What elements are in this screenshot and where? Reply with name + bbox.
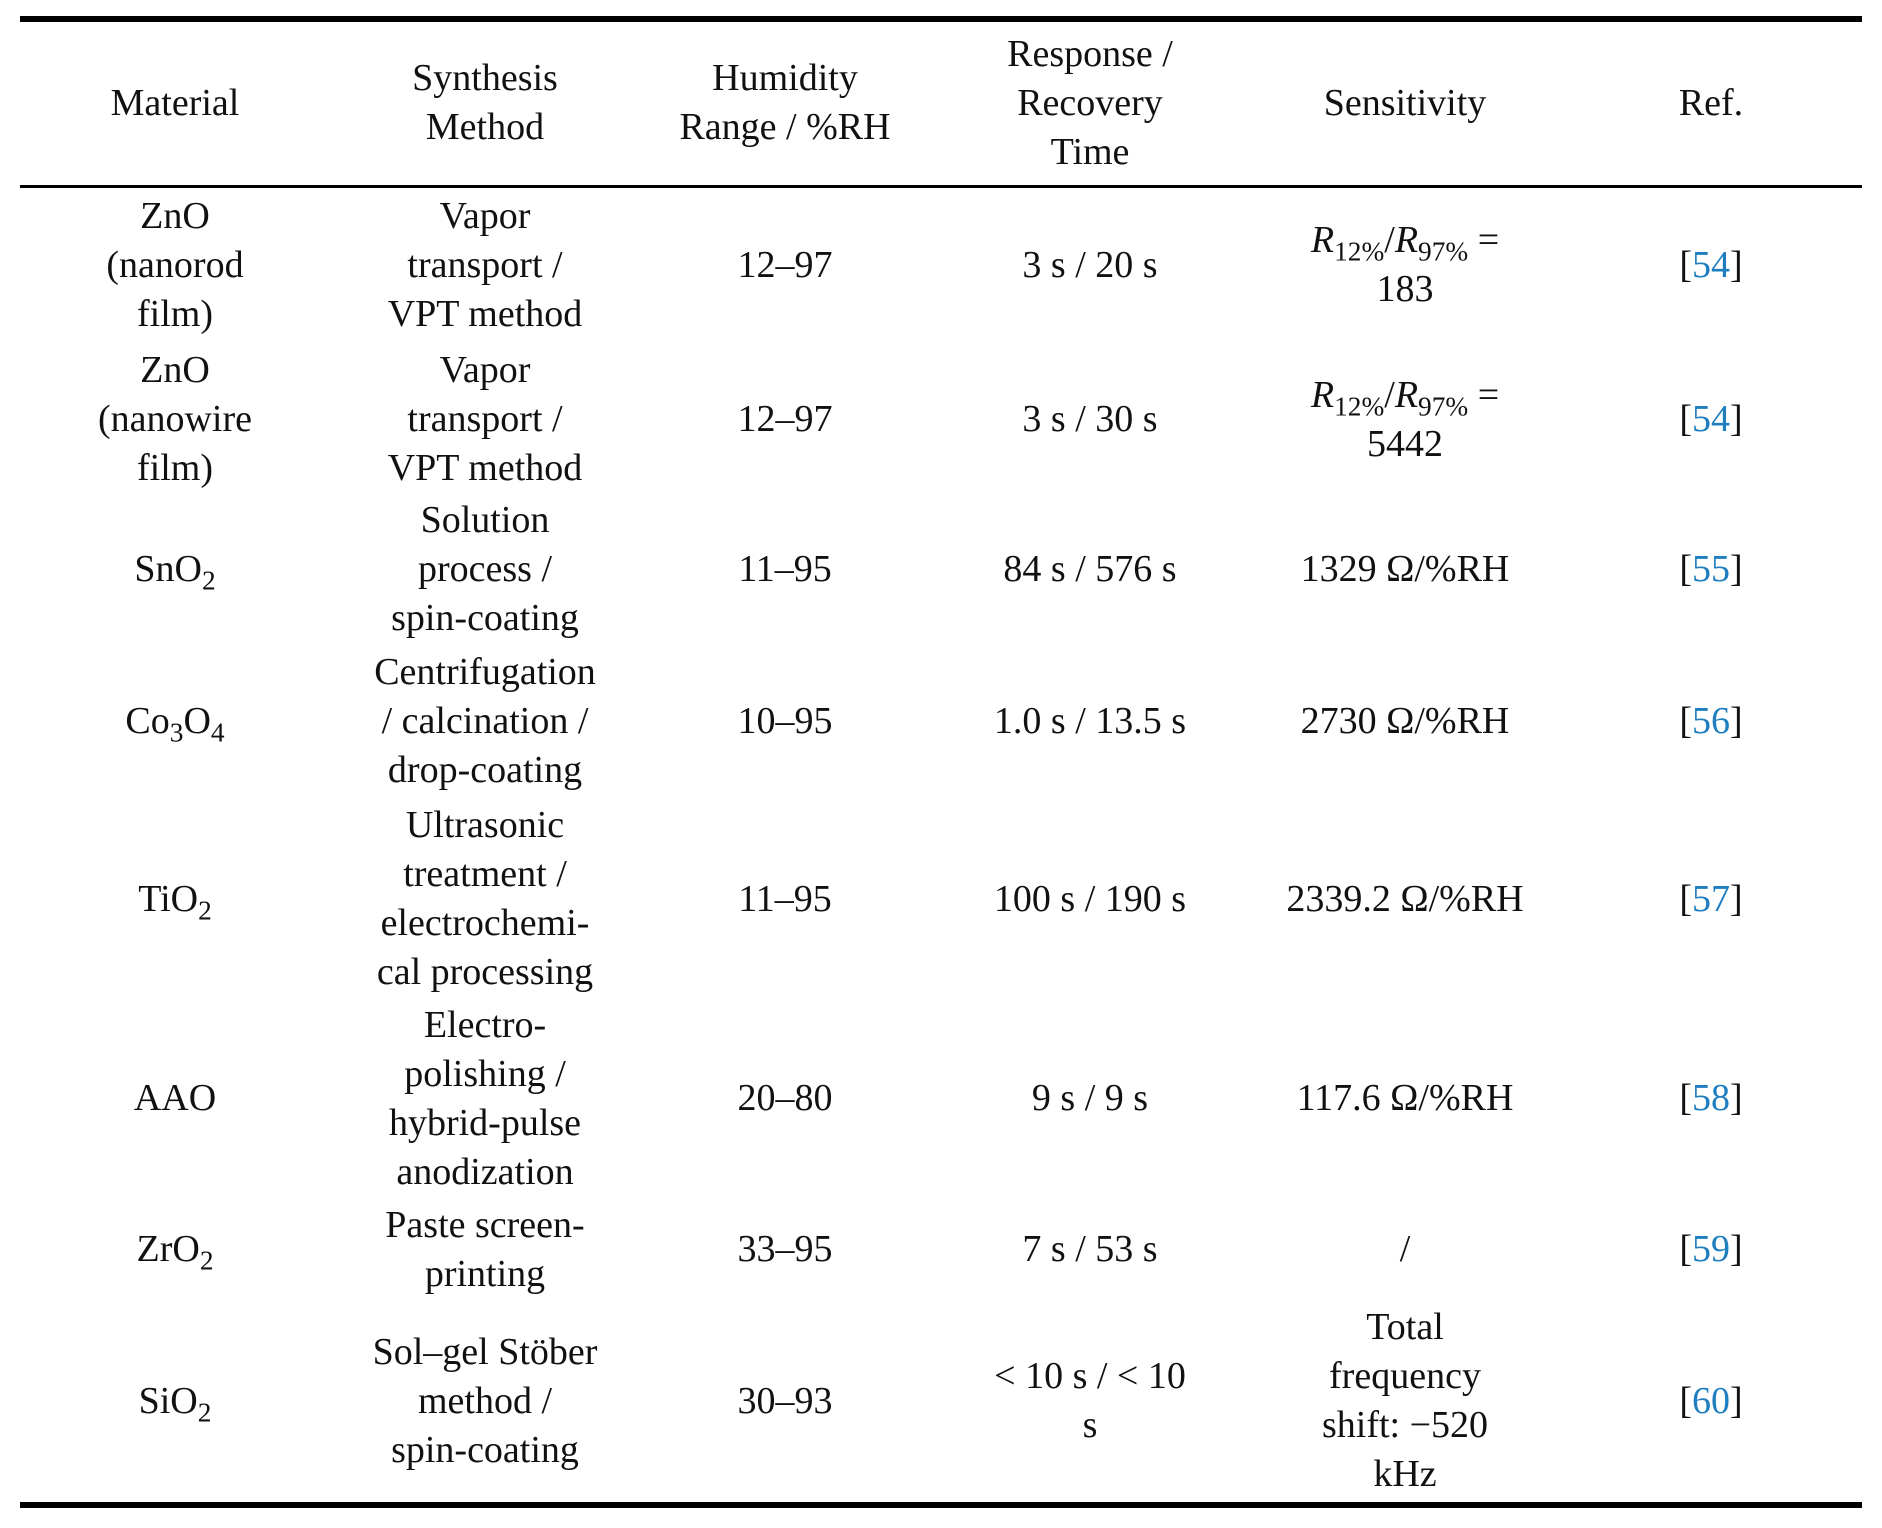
cell-synthesis-method — [330, 998, 640, 1199]
cell-line: film) — [137, 447, 213, 489]
citation-link[interactable]: 58 — [1692, 1077, 1730, 1119]
citation-link[interactable]: 54 — [1692, 398, 1730, 440]
cell-line: spin-coating — [391, 597, 579, 639]
cell-humidity-range — [640, 496, 930, 643]
cell-ref — [1560, 1300, 1862, 1505]
cell-response-recovery-time — [930, 1300, 1250, 1505]
cell-line: 20–80 — [737, 1077, 833, 1119]
cell-sensitivity — [1250, 343, 1560, 496]
cell-sensitivity — [1250, 1199, 1560, 1300]
cell-line: Range / %RH — [679, 106, 891, 149]
subscript: 2 — [199, 1245, 214, 1276]
cell-ref — [1560, 343, 1862, 496]
cell-line: hybrid-pulse — [388, 1101, 582, 1144]
column-header-response-recovery-time — [930, 19, 1250, 186]
cell-line: 84 s / 576 s — [1003, 548, 1177, 590]
cell-line: ZnO — [140, 349, 210, 391]
cell-response-recovery-time — [930, 343, 1250, 496]
cell-line: $R_{12\%}/R_{97\%}$ = — [1310, 219, 1500, 267]
column-header-sensitivity — [1250, 19, 1560, 186]
cell-synthesis-method — [330, 496, 640, 643]
cell-response-recovery-time — [930, 186, 1250, 343]
cell-line: anodization — [396, 1150, 574, 1193]
cell-ref — [1560, 998, 1862, 1199]
cell-line: < 10 s / < 10 — [994, 1355, 1186, 1397]
cell-line: (nanorod — [106, 243, 244, 286]
cell-line: 7 s / 53 s — [1022, 1228, 1158, 1270]
cell-response-recovery-time — [930, 643, 1250, 800]
cell-line: 2730 Ω/%RH — [1300, 700, 1510, 742]
cell-ref — [1560, 1199, 1862, 1300]
cell-material — [20, 343, 330, 496]
cell-line: 1329 Ω/%RH — [1300, 548, 1510, 590]
cell-line: Centrifugation — [374, 651, 596, 693]
cell-line: 5442 — [1367, 422, 1443, 465]
cell-line: ZnO — [140, 194, 210, 237]
subscript: 3 — [169, 717, 184, 748]
cell-line: Sol–gel Stöber — [372, 1330, 598, 1373]
cell-line: Vapor — [439, 194, 531, 237]
cell-line: Ultrasonic — [405, 804, 565, 846]
cell-line: [60] — [1679, 1379, 1743, 1422]
cell-humidity-range — [640, 1199, 930, 1300]
cell-line: [58] — [1679, 1077, 1743, 1119]
cell-line: $R_{12\%}/R_{97\%}$ = — [1310, 373, 1500, 422]
cell-line: 3 s / 30 s — [1022, 398, 1158, 440]
citation-link[interactable]: 54 — [1692, 243, 1730, 286]
column-header-ref — [1560, 19, 1862, 186]
cell-line: transport / — [407, 398, 563, 440]
cell-line: 1.0 s / 13.5 s — [993, 700, 1187, 742]
subscript: 2 — [197, 1397, 212, 1428]
cell-line: 10–95 — [737, 700, 833, 742]
cell-line: $Co_3O_4$ — [125, 700, 225, 748]
subscript: 4 — [210, 717, 225, 748]
cell-line: Time — [1050, 130, 1130, 173]
cell-line: electrochemi- — [380, 902, 590, 944]
table-row — [20, 186, 1862, 343]
citation-link[interactable]: 56 — [1692, 700, 1730, 742]
cell-ref — [1560, 800, 1862, 998]
cell-line: Synthesis — [412, 57, 558, 100]
cell-sensitivity — [1250, 643, 1560, 800]
citation-link[interactable]: 60 — [1692, 1379, 1730, 1422]
cell-line: transport / — [407, 243, 563, 286]
column-header-synthesis-method — [330, 19, 640, 186]
math-variable: R — [1310, 373, 1335, 416]
cell-line: 2339.2 Ω/%RH — [1286, 877, 1524, 920]
math-variable: R — [1394, 373, 1419, 416]
cell-line: spin-coating — [391, 1428, 579, 1471]
cell-line: Electro- — [423, 1003, 547, 1046]
math-variable: R — [1394, 219, 1419, 262]
table-header-row — [20, 19, 1862, 186]
cell-material — [20, 800, 330, 998]
column-header-material — [20, 19, 330, 186]
cell-material — [20, 1199, 330, 1300]
cell-line: Solution — [420, 499, 550, 541]
cell-sensitivity — [1250, 800, 1560, 998]
cell-line: 3 s / 20 s — [1022, 243, 1158, 286]
cell-line: shift: −520 — [1321, 1404, 1489, 1446]
cell-response-recovery-time — [930, 998, 1250, 1199]
cell-line: Sensitivity — [1323, 81, 1487, 124]
cell-response-recovery-time — [930, 496, 1250, 643]
cell-line: 33–95 — [737, 1228, 833, 1270]
table-row — [20, 343, 1862, 496]
citation-link[interactable]: 57 — [1692, 877, 1730, 920]
cell-line: treatment / — [403, 853, 567, 895]
cell-line: 30–93 — [737, 1379, 833, 1422]
cell-line: [59] — [1679, 1228, 1743, 1270]
math-variable: R — [1310, 219, 1335, 262]
table-row — [20, 496, 1862, 643]
cell-line: AAO — [133, 1077, 217, 1119]
cell-line: Total — [1366, 1306, 1444, 1348]
cell-line: 11–95 — [738, 548, 832, 590]
cell-line: s — [1082, 1404, 1098, 1446]
cell-line: (nanowire — [97, 398, 253, 440]
table-row — [20, 800, 1862, 998]
citation-link[interactable]: 55 — [1692, 548, 1730, 590]
cell-synthesis-method — [330, 186, 640, 343]
cell-line: [57] — [1679, 877, 1743, 920]
cell-material — [20, 643, 330, 800]
cell-synthesis-method — [330, 1300, 640, 1505]
citation-link[interactable]: 59 — [1692, 1228, 1730, 1270]
cell-line: process / — [417, 548, 553, 590]
cell-line: printing — [424, 1252, 546, 1295]
cell-line: cal processing — [376, 951, 594, 993]
subscript: 12% — [1334, 391, 1385, 422]
cell-line: 100 s / 190 s — [993, 877, 1187, 920]
cell-line: / calcination / — [381, 700, 589, 742]
cell-line: 183 — [1376, 268, 1434, 311]
table-body — [20, 186, 1862, 1505]
cell-material — [20, 186, 330, 343]
sensor-materials-table — [20, 16, 1862, 1508]
cell-line: [54] — [1679, 398, 1743, 440]
cell-line: Vapor — [439, 349, 531, 391]
table-row — [20, 643, 1862, 800]
cell-sensitivity — [1250, 1300, 1560, 1505]
cell-ref — [1560, 643, 1862, 800]
cell-sensitivity — [1250, 496, 1560, 643]
subscript: 2 — [201, 565, 216, 596]
cell-line: Method — [425, 106, 545, 149]
cell-synthesis-method — [330, 643, 640, 800]
cell-humidity-range — [640, 1300, 930, 1505]
subscript: 97% — [1418, 236, 1469, 267]
cell-line: method / — [417, 1379, 553, 1422]
cell-line: Material — [110, 81, 240, 124]
cell-ref — [1560, 496, 1862, 643]
cell-line: Recovery — [1017, 81, 1163, 124]
table-header — [20, 19, 1862, 186]
cell-line: SnO$_2$ — [134, 548, 216, 596]
cell-line: frequency — [1329, 1355, 1481, 1397]
cell-line: drop-coating — [387, 749, 583, 791]
cell-line: Response / — [1007, 32, 1173, 75]
cell-material — [20, 998, 330, 1199]
cell-line: VPT method — [387, 447, 583, 489]
column-header-humidity-range — [640, 19, 930, 186]
subscript: 97% — [1418, 391, 1469, 422]
cell-line: VPT method — [387, 292, 583, 335]
cell-line: ZrO$_2$ — [136, 1228, 214, 1276]
cell-humidity-range — [640, 998, 930, 1199]
cell-line: 9 s / 9 s — [1031, 1077, 1149, 1119]
table-row — [20, 1199, 1862, 1300]
cell-line: Paste screen- — [385, 1203, 585, 1246]
subscript: 12% — [1334, 236, 1385, 267]
cell-line: Ref. — [1678, 81, 1744, 124]
cell-humidity-range — [640, 643, 930, 800]
cell-line: SiO$_2$ — [138, 1379, 212, 1428]
cell-sensitivity — [1250, 998, 1560, 1199]
cell-line: 11–95 — [738, 877, 832, 920]
cell-response-recovery-time — [930, 800, 1250, 998]
cell-line: kHz — [1373, 1453, 1437, 1495]
subscript: 2 — [198, 895, 212, 926]
cell-sensitivity — [1250, 186, 1560, 343]
cell-response-recovery-time — [930, 1199, 1250, 1300]
cell-material — [20, 1300, 330, 1505]
cell-line: [56] — [1679, 700, 1743, 742]
cell-line: 12–97 — [737, 243, 833, 286]
cell-synthesis-method — [330, 1199, 640, 1300]
cell-line: 117.6 Ω/%RH — [1296, 1077, 1514, 1119]
cell-line: Humidity — [712, 57, 858, 100]
cell-line: [54] — [1679, 243, 1743, 286]
cell-synthesis-method — [330, 800, 640, 998]
cell-humidity-range — [640, 800, 930, 998]
cell-line: film) — [137, 292, 213, 335]
cell-line: / — [1399, 1228, 1411, 1270]
cell-synthesis-method — [330, 343, 640, 496]
cell-line: TiO$_2$ — [138, 877, 212, 926]
cell-humidity-range — [640, 186, 930, 343]
table-row — [20, 1300, 1862, 1505]
cell-humidity-range — [640, 343, 930, 496]
cell-material — [20, 496, 330, 643]
cell-line: polishing / — [404, 1052, 566, 1095]
cell-line: [55] — [1679, 548, 1743, 590]
table-row — [20, 998, 1862, 1199]
cell-ref — [1560, 186, 1862, 343]
cell-line: 12–97 — [737, 398, 833, 440]
